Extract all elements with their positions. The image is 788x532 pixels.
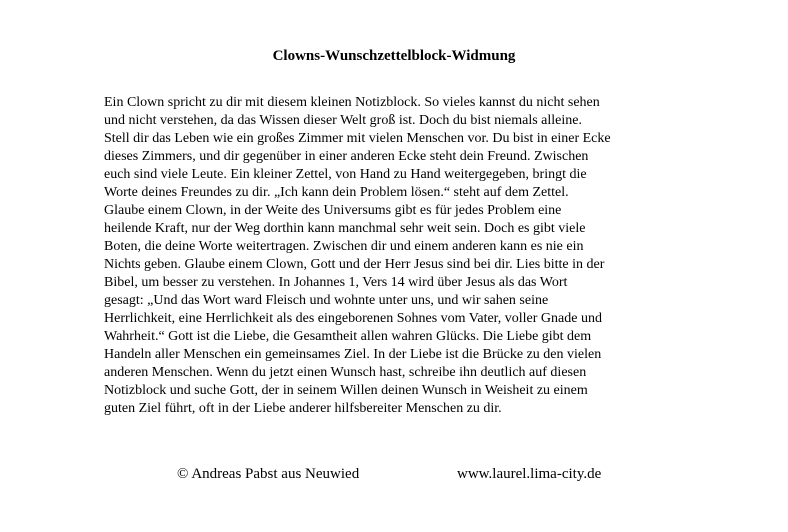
text-line: Nichts geben. Glaube einem Clown, Gott und der Herr Jesus sind bei dir. Lies bitte in der (104, 257, 605, 272)
text-line: Notizblock und suche Gott, der in seinem Willen deinen Wunsch in Weisheit zu einem (104, 383, 588, 398)
text-line: Glaube einem Clown, in der Weite des Universums gibt es für jedes Problem eine (104, 203, 562, 218)
text-line: dieses Zimmers, und dir gegenüber in einer anderen Ecke steht dein Freund. Zwischen (104, 149, 589, 164)
text-line: Boten, die deine Worte weitertragen. Zwischen dir und einem anderen kann es nie ein (104, 239, 584, 254)
text-line: Stell dir das Leben wie ein großes Zimmer mit vielen Menschen vor. Du bist in einer Ecke (104, 131, 611, 146)
website-url: www.laurel.lima-city.de (457, 466, 602, 482)
text-line: Wahrheit.“ Gott ist die Liebe, die Gesamtheit allen wahren Glücks. Die Liebe gibt dem (104, 329, 592, 344)
text-line: guten Ziel führt, oft in der Liebe anderer hilfsbereiter Menschen zu dir. (104, 401, 502, 416)
text-line: Herrlichkeit, eine Herrlichkeit als des eingeborenen Sohnes vom Vater, voller Gnade und (104, 311, 602, 326)
document-title: Clowns-Wunschzettelblock-Widmung (272, 48, 516, 64)
text-line: gesagt: „Und das Wort ward Fleisch und wohnte unter uns, und wir sahen seine (104, 293, 549, 308)
text-line: Handeln aller Menschen ein gemeinsames Ziel. In der Liebe ist die Brücke zu den vielen (104, 347, 602, 362)
text-line: Bibel, um besser zu verstehen. In Johannes 1, Vers 14 wird über Jesus als das Wort (104, 275, 568, 290)
copyright-notice: © Andreas Pabst aus Neuwied (177, 466, 360, 482)
dedication-text (104, 94, 694, 418)
text-line: euch sind viele Leute. Ein kleiner Zettel, von Hand zu Hand weitergegeben, bringt die (104, 167, 587, 182)
text-line: anderen Menschen. Wenn du jetzt einen Wunsch hast, schreibe ihn deutlich auf diesen (104, 365, 587, 380)
text-line: Ein Clown spricht zu dir mit diesem kleinen Notizblock. So vieles kannst du nicht sehen (104, 95, 600, 110)
text-line: Worte deines Freundes zu dir. „Ich kann dein Problem lösen.“ steht auf dem Zettel. (104, 185, 569, 200)
text-line: und nicht verstehen, da das Wissen dieser Welt groß ist. Doch du bist niemals alleine. (104, 113, 582, 128)
text-line: heilende Kraft, nur der Weg dorthin kann manchmal sehr weit sein. Doch es gibt viele (104, 221, 586, 236)
